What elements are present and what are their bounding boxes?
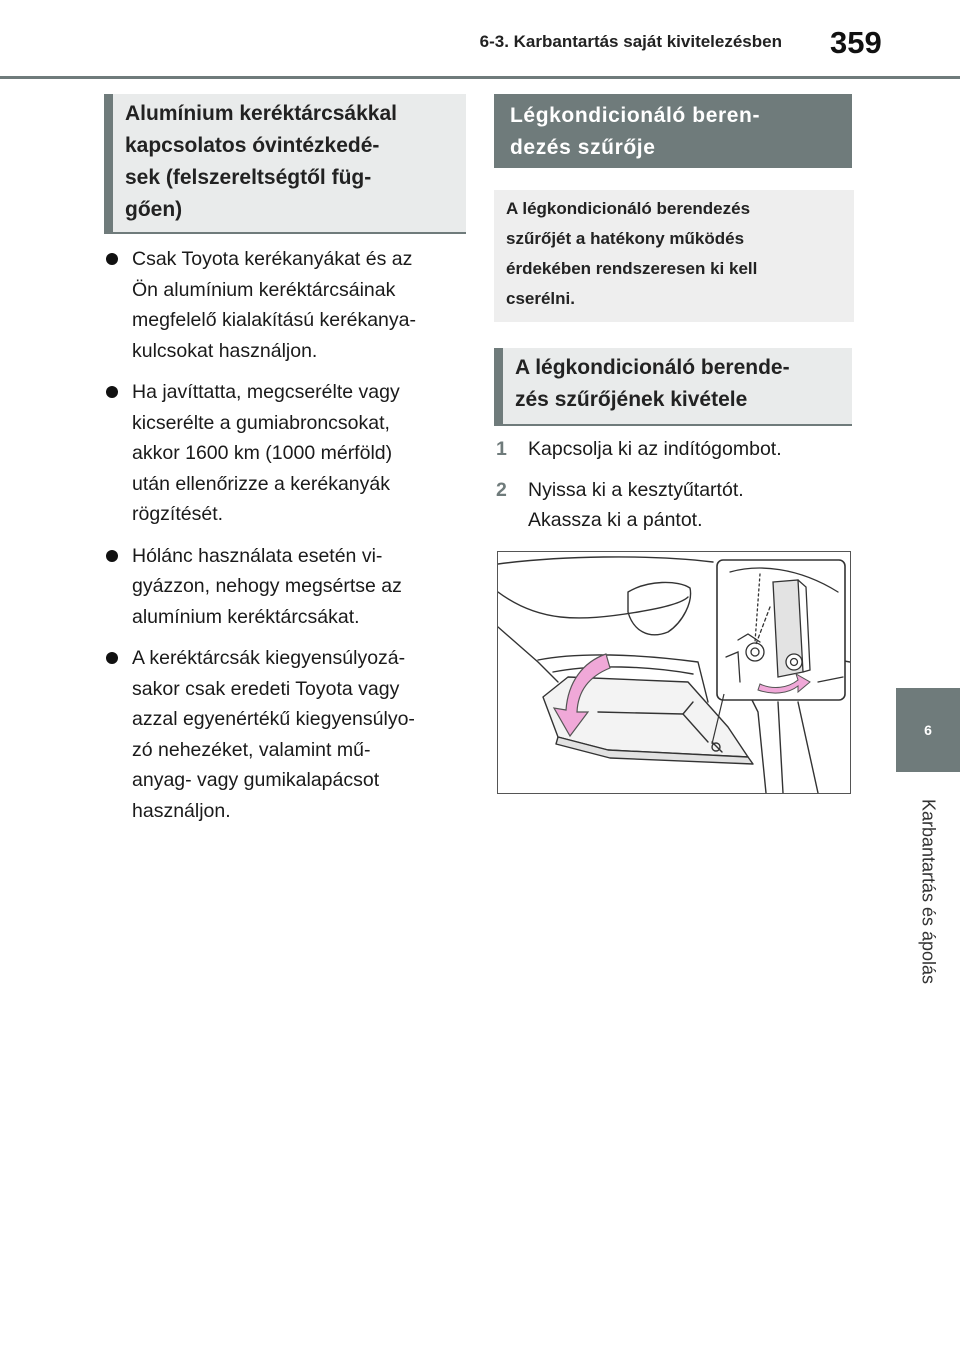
heading-line: zés szűrőjének kivétele <box>515 388 748 411</box>
intro-line: szűrőjét a hatékony működés <box>506 229 745 248</box>
chapter-tab[interactable] <box>896 688 960 772</box>
list-item-line: használjon. <box>132 799 231 822</box>
list-item <box>104 643 466 826</box>
heading-line: kapcsolatos óvintézkedé- <box>125 134 380 157</box>
list-item <box>104 377 466 530</box>
step-text: Akassza ki a pántot. <box>528 509 703 531</box>
step-text: Nyissa ki a kesztyűtartót. <box>528 478 744 501</box>
bullet-icon <box>106 652 118 664</box>
step-item <box>494 475 854 536</box>
subheading-filter-removal <box>494 348 852 426</box>
section-heading-alloy-wheels <box>104 94 466 234</box>
chapter-number: 6 <box>924 722 932 738</box>
precautions-list <box>104 244 466 837</box>
intro-line: A légkondicionáló berendezés <box>506 199 751 218</box>
intro-line: érdekében rendszeresen ki kell <box>506 259 758 278</box>
bullet-icon <box>106 386 118 398</box>
intro-box <box>494 190 854 322</box>
bullet-icon <box>106 253 118 265</box>
list-item-line: sakor csak eredeti Toyota vagy <box>132 677 400 700</box>
list-item <box>104 244 466 366</box>
step-item <box>494 434 854 465</box>
list-item-line: Hólánc használata esetén vi- <box>132 544 383 567</box>
heading-line: Légkondicionáló beren- <box>510 104 761 127</box>
step-text: Kapcsolja ki az indítógombot. <box>528 438 782 460</box>
list-item-line: megfelelő kialakítású kerékanya- <box>132 309 416 331</box>
glovebox-drawing <box>498 552 850 793</box>
glovebox-illustration <box>497 551 851 794</box>
list-item-line: után ellenőrizze a kerékanyák <box>132 472 390 495</box>
list-item-line: kulcsokat használjon. <box>132 339 318 362</box>
steps-list <box>494 434 854 546</box>
heading-line: A légkondicionáló berende- <box>515 356 790 379</box>
running-header: 6-3. Karbantartás saját kivitelezésben <box>479 32 782 51</box>
heading-line: sek (felszereltségtől füg- <box>125 166 372 189</box>
list-item-line: rögzítését. <box>132 503 224 525</box>
list-item-line: Ön alumínium keréktárcsáinak <box>132 278 396 301</box>
step-number: 1 <box>496 438 507 460</box>
list-item-line: azzal egyenértékű kiegyensúlyo- <box>132 708 415 730</box>
list-item-line: anyag- vagy gumikalapácsot <box>132 769 380 791</box>
header-rule <box>0 76 960 79</box>
list-item-line: kicserélte a gumiabroncsokat, <box>132 411 390 434</box>
heading-line: gően) <box>125 198 183 221</box>
list-item-line: zó nehezéket, valamint mű- <box>132 738 371 761</box>
page-number: 359 <box>830 25 882 60</box>
heading-line: dezés szűrője <box>510 136 656 159</box>
heading-line: Alumínium keréktárcsákkal <box>125 102 397 125</box>
list-item-line: gyázzon, nehogy megsértse az <box>132 575 402 597</box>
section-heading-ac-filter <box>494 94 852 168</box>
intro-line: cserélni. <box>506 289 575 308</box>
list-item <box>104 541 466 633</box>
list-item-line: A keréktárcsák kiegyensúlyozá- <box>132 647 406 669</box>
bullet-icon <box>106 550 118 562</box>
list-item-line: alumínium keréktárcsákat. <box>132 605 360 628</box>
list-item-line: Ha javíttatta, megcserélte vagy <box>132 381 400 403</box>
chapter-title-text: Karbantartás és ápolás <box>918 798 939 985</box>
list-item-line: Csak Toyota kerékanyákat és az <box>132 248 413 270</box>
step-number: 2 <box>496 478 507 501</box>
list-item-line: akkor 1600 km (1000 mérföld) <box>132 442 393 464</box>
